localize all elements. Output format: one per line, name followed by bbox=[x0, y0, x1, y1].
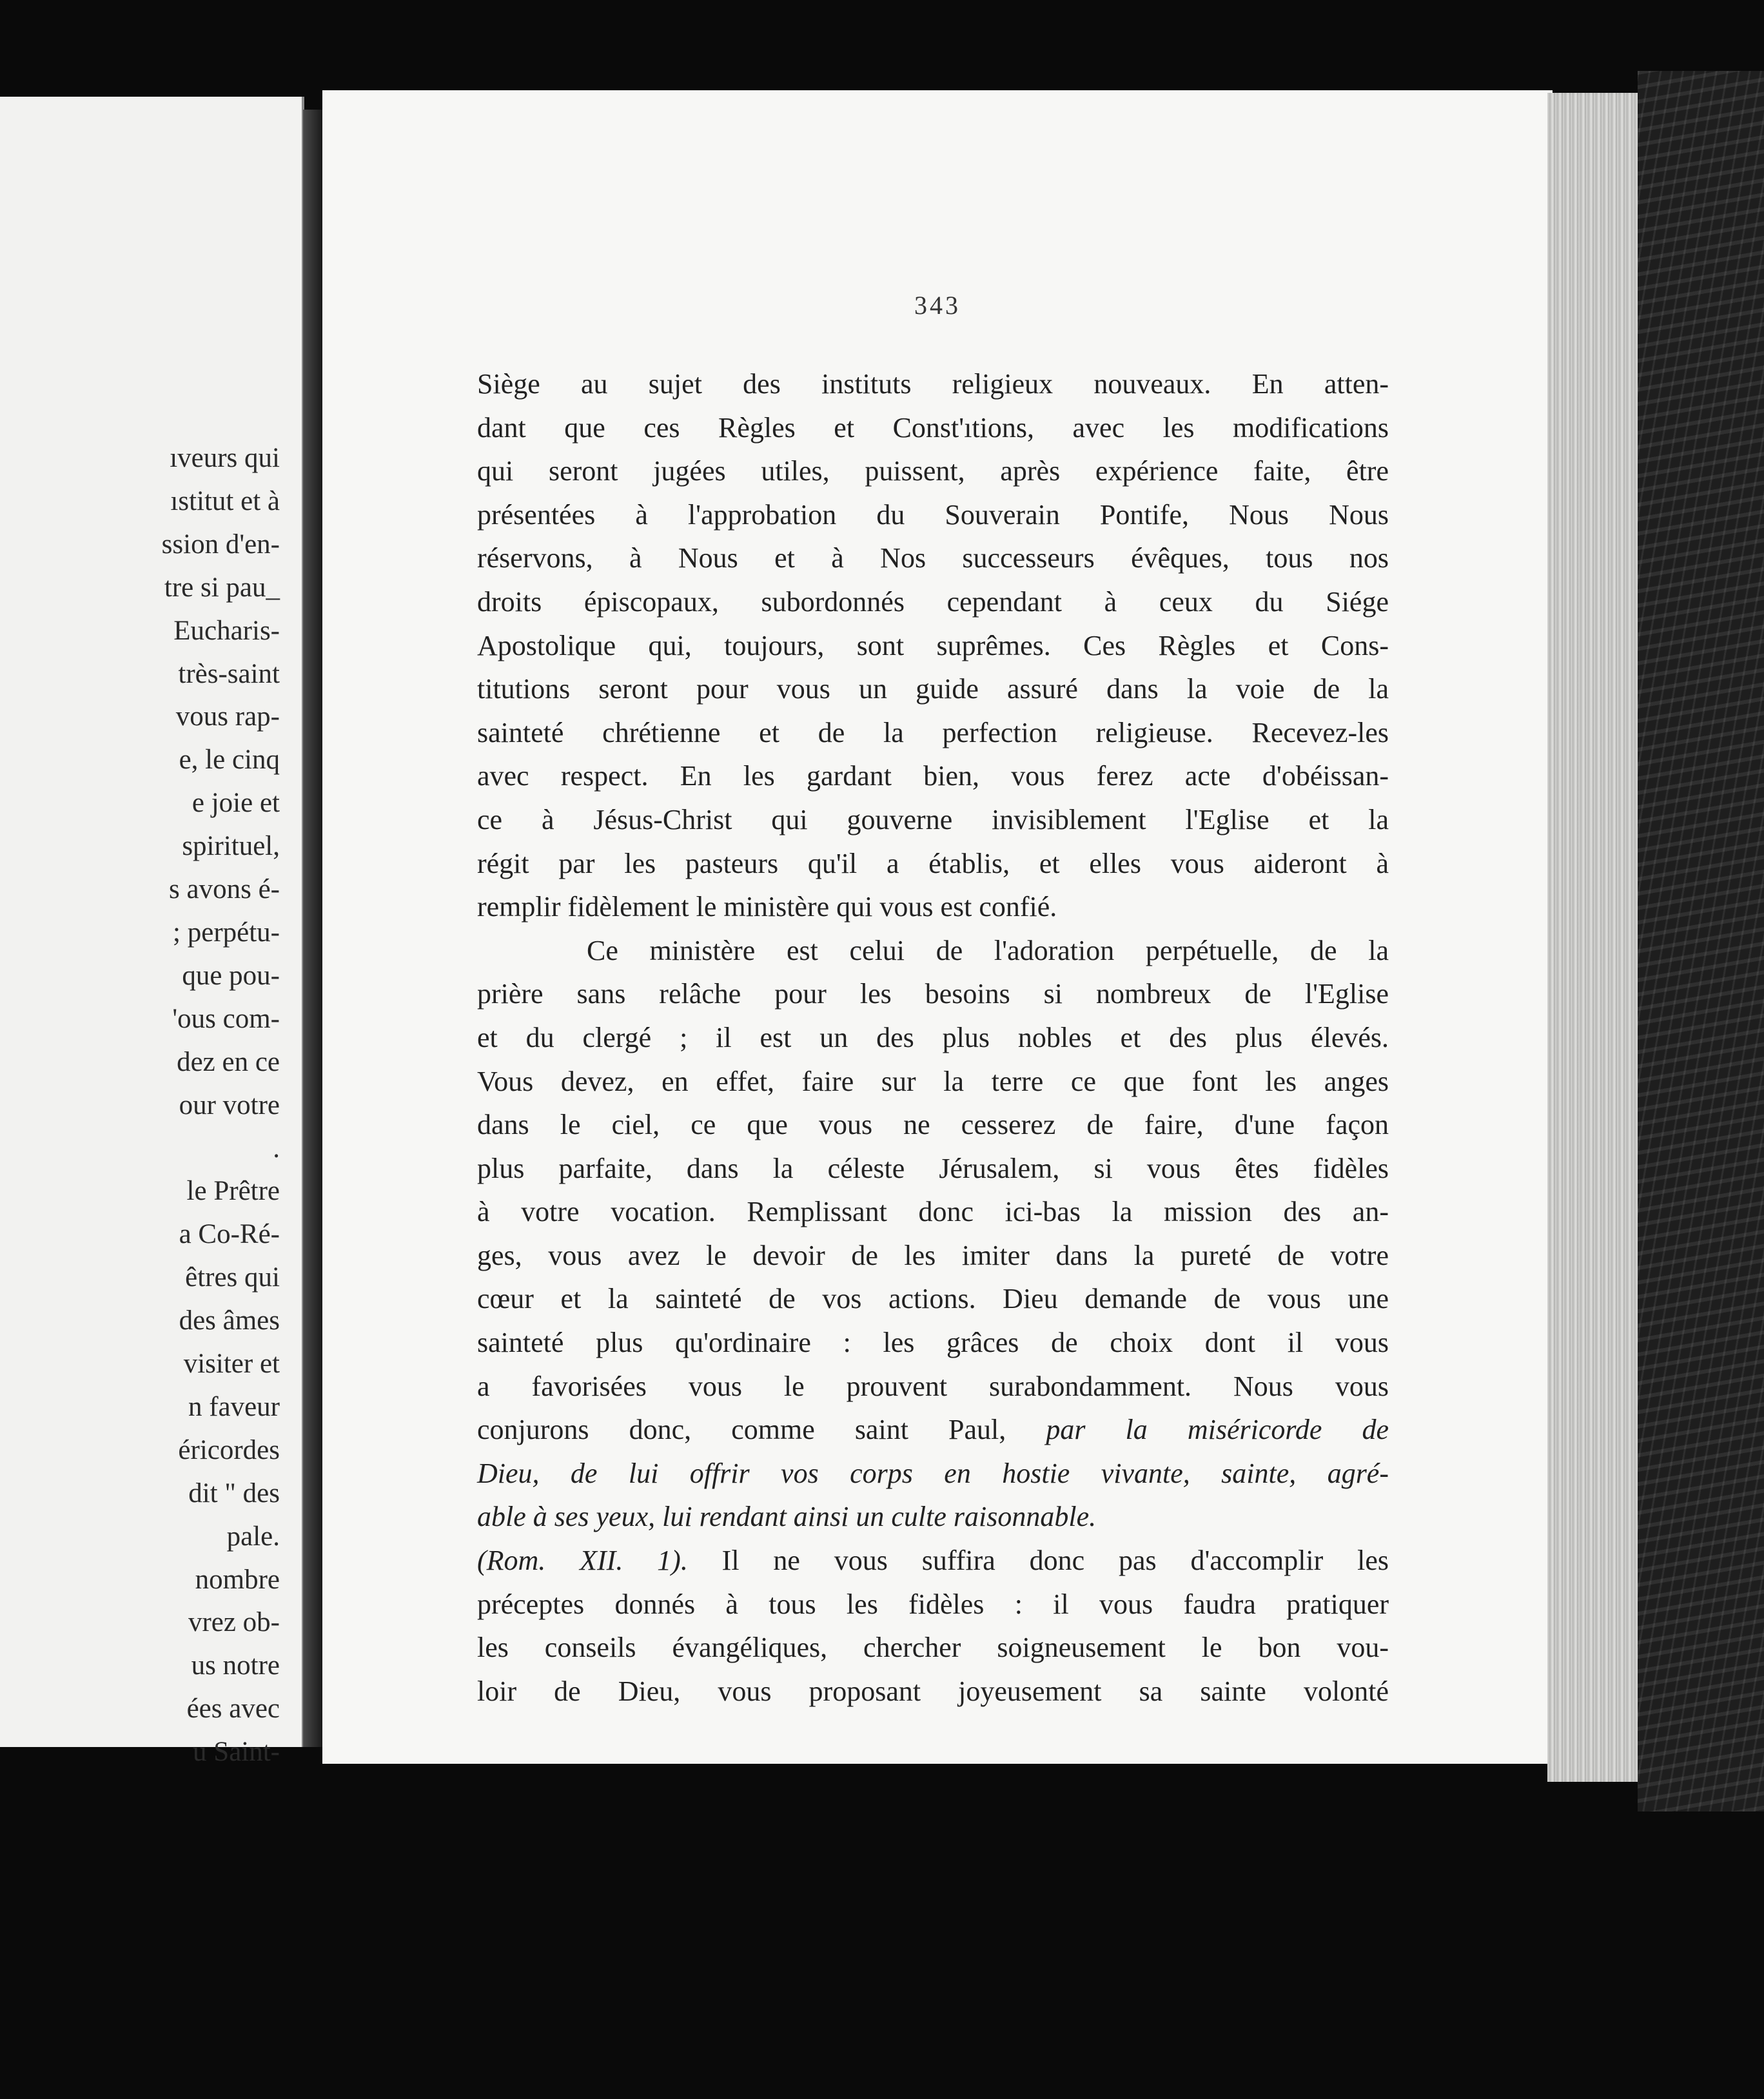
body-text bbox=[477, 362, 1389, 1713]
left-line: s avons é- bbox=[169, 874, 280, 905]
left-line: le Prêtre bbox=[186, 1176, 280, 1207]
italic-quotation-line: Dieu, de lui offrir vos corps en hostie vivante, sainte, agré- bbox=[477, 1457, 1389, 1489]
left-line: us notre bbox=[191, 1650, 280, 1681]
left-line: que pou- bbox=[182, 960, 280, 991]
text-line: plus parfaite, dans la céleste Jérusalem, si vous êtes fidèles bbox=[477, 1152, 1389, 1184]
text-line: réservons, à Nous et à Nos successeurs évêques, tous nos bbox=[477, 542, 1389, 574]
text-line: et du clergé ; il est un des plus nobles et des plus élevés. bbox=[477, 1021, 1389, 1053]
left-line: dez en ce bbox=[177, 1046, 280, 1077]
italic-quotation: par la miséricorde de bbox=[1046, 1414, 1389, 1446]
left-line: des âmes bbox=[179, 1305, 280, 1336]
roman-text: conjurons donc, comme saint Paul, bbox=[477, 1414, 1046, 1446]
left-line: ; perpétu- bbox=[173, 917, 280, 948]
left-line: Eucharis- bbox=[173, 615, 280, 646]
left-line: e, le cinq bbox=[179, 745, 280, 776]
roman-text: Il ne vous suffira donc pas d'accomplir les bbox=[687, 1545, 1389, 1577]
text-line: régit par les pasteurs qu'il a établis, et elles vous aideront à bbox=[477, 847, 1389, 879]
left-line: pale. bbox=[226, 1521, 280, 1552]
text-line: ce à Jésus-Christ qui gouverne invisiblement l'Eglise et la bbox=[477, 803, 1389, 835]
left-line: ıstitut et à bbox=[170, 485, 280, 516]
left-line: vous rap- bbox=[175, 701, 280, 732]
text-line: dant que ces Règles et Const'ıtions, avec les modifications bbox=[477, 411, 1389, 444]
left-line: tre si pau_ bbox=[164, 572, 280, 603]
text-line: sainteté plus qu'ordinaire : les grâces de choix dont il vous bbox=[477, 1327, 1389, 1359]
text-line: dans le ciel, ce que vous ne cesserez de faire, d'une façon bbox=[477, 1109, 1389, 1141]
left-line: nombre bbox=[195, 1564, 280, 1595]
text-line-mixed bbox=[477, 1408, 1389, 1452]
text-line: Vous devez, en effet, faire sur la terre ce que font les anges bbox=[477, 1065, 1389, 1097]
text-line: droits épiscopaux, subordonnés cependant à ceux du Siége bbox=[477, 585, 1389, 618]
left-line: éricordes bbox=[178, 1434, 280, 1465]
text-line: présentées à l'approbation du Souverain Pontife, Nous Nous bbox=[477, 498, 1389, 531]
text-line: Apostolique qui, toujours, sont suprêmes. Ces Règles et Cons- bbox=[477, 629, 1389, 661]
left-line: u Saint- bbox=[193, 1737, 280, 1768]
text-line: prière sans relâche pour les besoins si nombreux de l'Eglise bbox=[477, 978, 1389, 1010]
text-line: titutions seront pour vous un guide assuré dans la voie de la bbox=[477, 673, 1389, 705]
text-line: avec respect. En les gardant bien, vous ferez acte d'obéissan- bbox=[477, 760, 1389, 792]
left-line: spirituel, bbox=[182, 831, 280, 862]
text-line: qui seront jugées utiles, puissent, après expérience faite, être bbox=[477, 455, 1389, 487]
left-page bbox=[0, 97, 304, 1768]
citation: (Rom. XII. 1). bbox=[477, 1545, 688, 1577]
book-gutter bbox=[303, 110, 322, 1747]
left-line: vrez ob- bbox=[188, 1607, 280, 1638]
page-number: 343 bbox=[914, 291, 961, 320]
left-line: ssion d'en- bbox=[161, 529, 280, 560]
left-line: ées avec bbox=[186, 1694, 280, 1724]
left-line: n faveur bbox=[188, 1391, 280, 1422]
text-line: préceptes donnés à tous les fidèles : il vous faudra pratiquer bbox=[477, 1588, 1389, 1620]
left-line: ıveurs qui bbox=[170, 443, 280, 473]
left-line: . bbox=[273, 1133, 280, 1164]
left-line: êtres qui bbox=[185, 1262, 280, 1293]
marbled-book-edge bbox=[1638, 71, 1764, 1811]
text-line: ges, vous avez le devoir de les imiter dans la pureté de votre bbox=[477, 1239, 1389, 1271]
text-line-indented: Ce ministère est celui de l'adoration perpétuelle, de la bbox=[587, 934, 1389, 966]
text-line: cœur et la sainteté de vos actions. Dieu demande de vous une bbox=[477, 1283, 1389, 1315]
text-line: loir de Dieu, vous proposant joyeusement sa sainte volonté bbox=[477, 1675, 1389, 1707]
text-line: les conseils évangéliques, chercher soigneusement le bon vou- bbox=[477, 1632, 1389, 1664]
left-line: très-saint bbox=[178, 658, 280, 689]
italic-quotation-line: able à ses yeux, lui rendant ainsi un culte raisonnable. bbox=[477, 1501, 1097, 1533]
text-line: Siège au sujet des instituts religieux nouveaux. En atten- bbox=[477, 368, 1389, 400]
left-page-text bbox=[162, 437, 280, 1774]
left-line: visiter et bbox=[183, 1349, 280, 1380]
page-stack-edge bbox=[1547, 93, 1638, 1782]
text-line: sainteté chrétienne et de la perfection religieuse. Recevez-les bbox=[477, 716, 1389, 748]
left-line: a Co-Ré- bbox=[179, 1219, 280, 1250]
left-line: e joie et bbox=[191, 788, 280, 819]
text-line: remplir fidèlement le ministère qui vous est confié. bbox=[477, 891, 1057, 923]
left-line: our votre bbox=[179, 1089, 280, 1120]
text-line: à votre vocation. Remplissant donc ici-bas la mission des an- bbox=[477, 1196, 1389, 1228]
left-line: dit " des bbox=[188, 1478, 280, 1508]
text-line-mixed bbox=[477, 1539, 1389, 1583]
text-line: a favorisées vous le prouvent surabondamment. Nous vous bbox=[477, 1370, 1389, 1402]
left-line: 'ous com- bbox=[172, 1003, 280, 1034]
